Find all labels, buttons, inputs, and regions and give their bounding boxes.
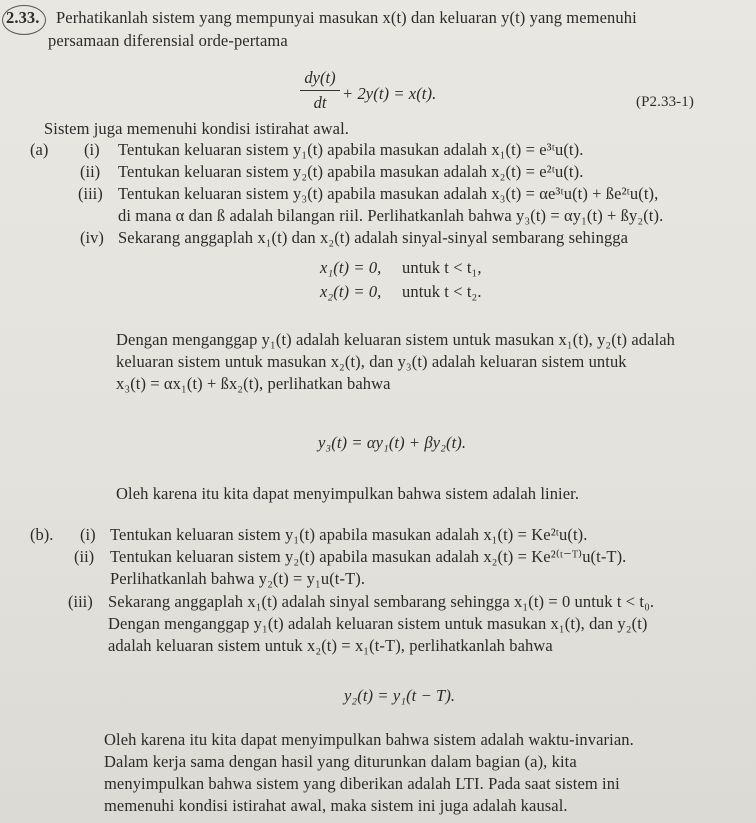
fraction-denominator: dt	[313, 93, 327, 112]
part-b-conclusion-1: Oleh karena itu kita dapat menyimpulkan bahwa sistem adalah waktu-invarian.	[104, 730, 634, 749]
part-a-i-text: Tentukan keluaran sistem y₁(t) apabila masukan adalah x₁(t) = e³ᵗu(t).	[118, 140, 584, 159]
part-b-label: (b).	[30, 525, 54, 544]
part-a-iv-text: Sekarang anggaplah x₁(t) dan x₂(t) adalah sinyal-sinyal sembarang sehingga	[118, 228, 629, 247]
part-a-iv-label: (iv)	[80, 228, 104, 247]
problem-number: 2.33.	[6, 8, 40, 27]
part-b-para-2: adalah keluaran sistem untuk x₂(t) = x₁(t-T), perlihatkanlah bahwa	[108, 636, 553, 655]
part-a-label: (a)	[30, 140, 49, 159]
part-a-i-label: (i)	[84, 140, 100, 159]
part-b-i-label: (i)	[80, 525, 96, 544]
part-a-ii-text: Tentukan keluaran sistem y₂(t) apabila masukan adalah x₂(t) = e²ᵗu(t).	[118, 162, 584, 181]
part-b-ii-text: Tentukan keluaran sistem y₂(t) apabila masukan adalah x₂(t) = Ke²⁽ᵗ⁻ᵀ⁾u(t-T).	[110, 547, 627, 566]
part-b-iii-label: (iii)	[68, 592, 93, 611]
part-a-result-equation: y₃(t) = αy₁(t) + βy₂(t).	[318, 433, 467, 452]
condition-2-equation: x₂(t) = 0,	[320, 282, 382, 301]
part-b-result-equation: y₂(t) = y₁(t − T).	[344, 686, 456, 705]
condition-1-text: untuk t < t₁,	[402, 258, 482, 277]
part-a-para-1: Dengan menganggap y₁(t) adalah keluaran sistem untuk masukan x₁(t), y₂(t) adalah	[116, 330, 676, 349]
rest-condition: Sistem juga memenuhi kondisi istirahat awal.	[44, 119, 350, 138]
part-a-iii-text2: di mana α dan ß adalah bilangan riil. Perlihatkanlah bahwa y₃(t) = αy₁(t) + ßy₂(t).	[118, 206, 664, 225]
part-b-iii-text: Sekarang anggaplah x₁(t) adalah sinyal sembarang sehingga x₁(t) = 0 untuk t < t₀.	[108, 592, 655, 611]
fraction-numerator: dy(t)	[304, 68, 336, 87]
intro-line-1: Perhatikanlah sistem yang mempunyai masukan x(t) dan keluaran y(t) yang memenuhi	[56, 8, 637, 27]
part-b-conclusion-4: memenuhi kondisi istirahat awal, maka sistem ini juga adalah kausal.	[104, 796, 568, 815]
condition-1-equation: x₁(t) = 0,	[320, 258, 382, 277]
part-a-iii-label: (iii)	[78, 184, 103, 203]
part-b-ii-text2: Perlihatkanlah bahwa y₂(t) = y₁u(t-T).	[110, 569, 366, 588]
part-b-i-text: Tentukan keluaran sistem y₁(t) apabila masukan adalah x₁(t) = Ke²ᵗu(t).	[110, 525, 588, 544]
part-b-conclusion-3: menyimpulkan bahwa sistem yang diberikan adalah LTI. Pada saat sistem ini	[104, 774, 620, 793]
part-a-ii-label: (ii)	[80, 162, 101, 181]
equation-rest: + 2y(t) = x(t).	[342, 84, 437, 103]
part-a-para-2: keluaran sistem untuk masukan x₂(t), dan y₃(t) adalah keluaran sistem untuk	[116, 352, 627, 371]
part-a-para-3: x₃(t) = αx₁(t) + ßx₂(t), perlihatkan bahwa	[116, 374, 391, 393]
condition-2-text: untuk t < t₂.	[402, 282, 482, 301]
part-b-ii-label: (ii)	[74, 547, 95, 566]
part-a-iii-text: Tentukan keluaran sistem y₃(t) apabila masukan adalah x₃(t) = αe³ᵗu(t) + ße²ᵗu(t),	[118, 184, 659, 203]
fraction-bar	[300, 90, 340, 91]
part-b-conclusion-2: Dalam kerja sama dengan hasil yang diturunkan dalam bagian (a), kita	[104, 752, 577, 771]
part-a-conclusion: Oleh karena itu kita dapat menyimpulkan bahwa sistem adalah linier.	[116, 484, 580, 503]
intro-line-2: persamaan diferensial orde-pertama	[48, 31, 288, 50]
part-b-para-1: Dengan menganggap y₁(t) adalah keluaran sistem untuk masukan x₁(t), dan y₂(t)	[108, 614, 648, 633]
equation-fraction	[300, 68, 340, 113]
equation-tag: (P2.33-1)	[636, 94, 694, 110]
